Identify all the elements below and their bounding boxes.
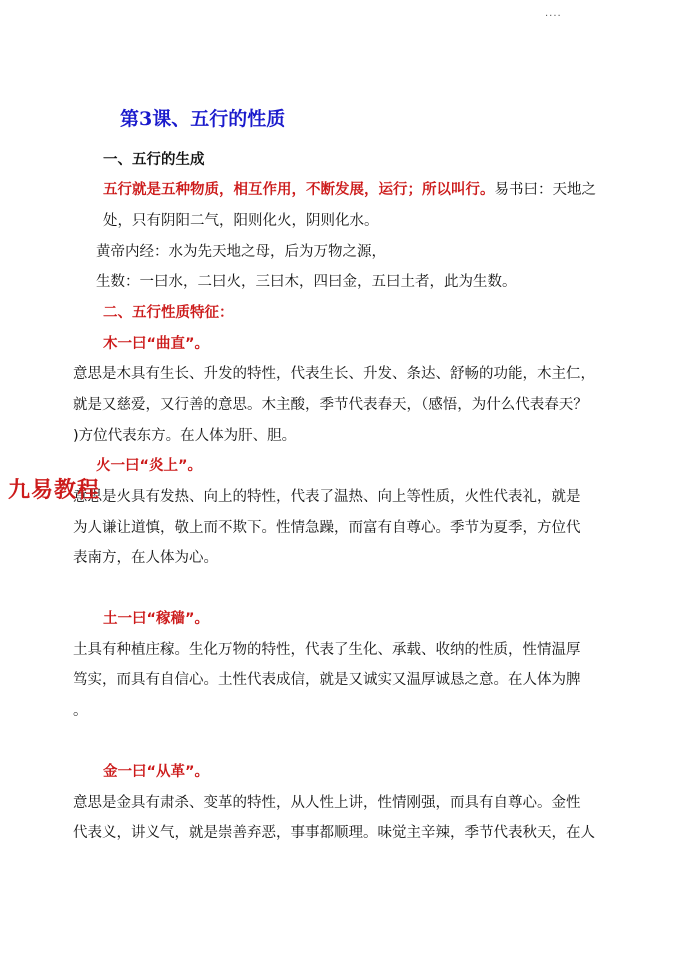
paragraph-line: 代表义，讲义气，就是崇善弃恶，事事都顺理。味觉主辛辣，季节代表秋天，在人 (73, 825, 595, 841)
paragraph-line: 黄帝内经：水为先天地之母，后为万物之源， (96, 244, 386, 260)
header-mark: .... (545, 8, 562, 19)
paragraph-line: 笃实，而具有自信心。土性代表成信，就是又诚实又温厚诚恳之意。在人体为脾 (73, 672, 581, 688)
paragraph-line: 意思是火具有发热、向上的特性，代表了温热、向上等性质，火性代表礼，就是 (73, 489, 581, 505)
paragraph-line: 就是又慈爱，又行善的意思。木主酸，季节代表春天，（感悟，为什么代表春天？ (73, 397, 588, 413)
paragraph-line: )方位代表东方。在人体为肝、胆。 (73, 428, 297, 444)
paragraph-line (103, 178, 596, 199)
page-title: 第3课、五行的性质 (120, 108, 286, 130)
paragraph-line: 为人谦让道慎，敬上而不欺下。性情急躁，而富有自尊心。季节为夏季，方位代 (73, 520, 581, 536)
paragraph-line: 。 (73, 703, 88, 719)
paragraph-line: 表南方，在人体为心。 (73, 550, 218, 566)
paragraph-line: 处，只有阴阳二气，阳则化火，阴则化水。 (103, 213, 379, 229)
element-heading-fire: 火一曰“炎上”。 (96, 458, 203, 474)
element-heading-earth: 土一曰“稼穑”。 (103, 611, 210, 627)
element-heading-wood: 木一曰“曲直”。 (103, 336, 210, 352)
element-heading-metal: 金一曰“从革”。 (103, 764, 210, 780)
watermark-text: 九易教程 (8, 478, 101, 503)
paragraph-line: 土具有种植庄稼。生化万物的特性，代表了生化、承载、收纳的性质，性情温厚 (73, 642, 581, 658)
paragraph-line: 意思是金具有肃杀、变革的特性，从人性上讲，性情刚强，而具有自尊心。金性 (73, 795, 581, 811)
paragraph-line: 意思是木具有生长、升发的特性，代表生长、升发、条达、舒畅的功能，木主仁， (73, 366, 595, 382)
section-heading-characteristics: 二、五行性质特征： (103, 305, 234, 321)
section-heading-generation: 一、五行的生成 (103, 152, 205, 168)
definition-highlight: 五行就是五种物质，相互作用，不断发展，运行；所以叫行。 (103, 182, 495, 198)
quote-intro: 易书曰：天地之 (494, 182, 596, 198)
paragraph-line: 生数：一曰水，二曰火，三曰木，四曰金，五曰土者，此为生数。 (96, 274, 517, 290)
